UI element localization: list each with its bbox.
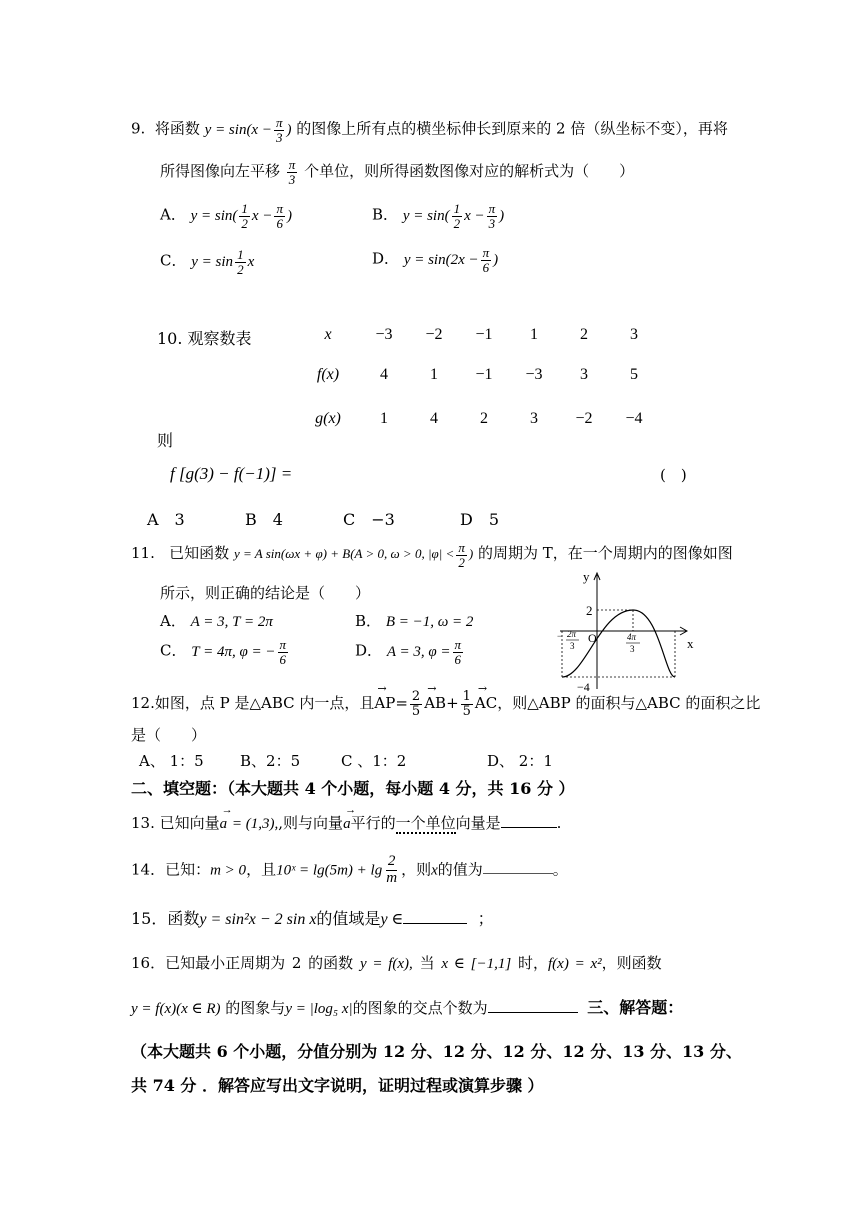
q10-expression: f [g(3) − f(−1)] = xyxy=(170,464,293,483)
q12-choice-d: D、 2：1 xyxy=(487,752,553,770)
q16-blank xyxy=(488,1012,578,1013)
q10-header-x: x xyxy=(324,326,332,343)
q10-x-cell: 3 xyxy=(630,326,638,343)
y-label: y xyxy=(583,569,590,584)
q9-option-d: D． y = sin(2x − $\frac{\pi}{6}$ ) xyxy=(372,245,499,275)
q9-text-2: 的图像上所有点的横坐标伸长到原来的 2 倍（纵坐标不变），再将 xyxy=(296,119,728,138)
q11-option-d: D． A = 3, φ = $\frac{\pi}{6}$ xyxy=(355,637,462,667)
q12-line1: 12.如图，点 P 是△ABC 内一点，且 → AP= $\frac{2}{5}$ → AB+ $\frac{1}{5}$ → AC，则△ABP 的面积与△ABC 的面积之比 xyxy=(131,682,761,719)
q9-text-3: 所得图像向左平移 xyxy=(160,162,281,181)
q16-line2: y = f(x)(x ∈ R) 的图象与y = |log₅ x|的图象的交点个数为 三、解答题： xyxy=(131,998,684,1017)
q9-option-c: C． y = sin $\frac{1}{2}$ x xyxy=(160,247,255,277)
q10-choice-a: A 3 xyxy=(147,510,185,529)
section-2-title: 二、填空题：（本大题共 4 个小题，每小题 4 分，共 16 分 ） xyxy=(131,779,575,798)
vector-ap: → AP xyxy=(374,682,396,713)
q10-g-cell: 1 xyxy=(380,410,388,427)
q16-line1: 16．已知最小正周期为 2 的函数 y = f(x), 当 x ∈ [−1,1] 时，f(x) = x²，则函数 xyxy=(131,954,662,972)
q9-option-b: B． y = sin( $\frac{1}{2}$ x − $\frac{\pi}{3}$ ) xyxy=(372,201,505,231)
q12-choice-c: C 、1：2 xyxy=(341,752,407,770)
q10-choice-d: D 5 xyxy=(460,510,500,529)
section-3-title: 三、解答题： xyxy=(587,998,684,1017)
q11-line2: 所示，则正确的结论是（ ） xyxy=(160,584,371,602)
q14-blank xyxy=(483,873,553,874)
q11-option-c: C． T = 4π, φ = − $\frac{\pi}{6}$ xyxy=(160,637,287,667)
q9-shift-fraction: $\frac{\pi}{3}$ xyxy=(288,157,296,187)
origin-label: O xyxy=(588,631,597,645)
vector-a-2: → a xyxy=(343,804,357,832)
q10-f-cell: −1 xyxy=(475,366,493,383)
right-tick-num: 4π xyxy=(627,632,637,642)
q9-function: y = sin(x − $\frac{\pi}{3}$ ) xyxy=(204,115,292,145)
section-3-description-1: （本大题共 6 个小题，分值分别为 12 分、12 分、12 分、12 分、13 分、13 分、 xyxy=(131,1042,742,1061)
vector-a: → a xyxy=(219,804,233,832)
q10-g-cell: 3 xyxy=(530,410,538,427)
value-neg4-label: −4 xyxy=(577,680,590,693)
q10-g-cell: 2 xyxy=(480,410,488,427)
q10-f-cell: 3 xyxy=(580,366,588,383)
q13-blank xyxy=(501,827,557,828)
q10-g-cell: −4 xyxy=(625,410,643,427)
left-tick-sign: − xyxy=(557,631,563,641)
section-3-description-2: 共 74 分 ．解答应写出文字说明，证明过程或演算步骤 ） xyxy=(131,1076,544,1095)
q12-line2: 是（ ） xyxy=(131,726,207,744)
q11-graph xyxy=(555,565,705,693)
q10-f-cell: 1 xyxy=(430,366,438,383)
q10-x-cell: −1 xyxy=(475,326,493,343)
q10-f-cell: 5 xyxy=(630,366,638,383)
q10-x-cell: −3 xyxy=(375,326,393,343)
q10-f-cell: −3 xyxy=(525,366,543,383)
q10-choice-c: C −3 xyxy=(343,510,395,529)
value-2-label: 2 xyxy=(586,603,593,618)
q9-line2 xyxy=(160,158,634,186)
q10-label: 10. 观察数表 xyxy=(157,329,252,348)
emphasis-dotted: 一个单位 xyxy=(395,814,456,832)
q10-x-cell: 2 xyxy=(580,326,588,343)
q10-choice-b: B 4 xyxy=(245,510,283,529)
q12-choice-a: A、 1：5 xyxy=(139,752,204,770)
right-tick-den: 3 xyxy=(630,644,635,654)
q9-text: 将函数 xyxy=(154,119,200,138)
q11-formula: y = A sin(ωx + φ) + B(A > 0, ω > 0, |φ| < $\frac{\pi}{2}$ ) xyxy=(233,540,474,570)
left-tick-num: 2π xyxy=(567,629,577,639)
q11-line1: 11. 已知函数 y = A sin(ωx + φ) + B(A > 0, ω > 0, |φ| < $\frac{\pi}{2}$ ) 的周期为 T，在一个周期内的图像如图 xyxy=(131,540,733,570)
q10-header-f: f(x) xyxy=(316,366,340,383)
q13-line: 13. 已知向量 → a = (1,3),,则与向量 → a平行的一个单位向量是 . xyxy=(131,804,562,832)
vector-ab: → AB xyxy=(424,682,447,713)
vector-ac: → AC xyxy=(474,682,498,713)
sine-curve xyxy=(562,610,675,677)
q10-answer-paren: ( ) xyxy=(660,466,687,484)
q9-option-a: A． y = sin( $\frac{1}{2}$ x − $\frac{\pi}{6}$ ) xyxy=(160,201,292,231)
q11-option-b: B． B = −1, ω = 2 xyxy=(355,612,474,630)
q12-choice-b: B、2：5 xyxy=(240,752,301,770)
q10-header-g: g(x) xyxy=(315,410,341,427)
q10-f-cell: 4 xyxy=(380,366,388,383)
q9-text-4: 个单位，则所得函数图像对应的解析式为（ ） xyxy=(304,162,635,181)
q9-line1 xyxy=(131,116,728,144)
q10-g-cell: −2 xyxy=(575,410,593,427)
q10-g-cell: 4 xyxy=(430,410,438,427)
q14-line: 14．已知：m > 0，且10ˣ = lg(5m) + lg $\frac{2}{m}$ ，则x的值为 。 xyxy=(131,853,568,886)
q10-then: 则 xyxy=(157,431,174,450)
q11-option-a: A． A = 3, T = 2π xyxy=(160,612,273,630)
q15-blank xyxy=(403,923,467,924)
x-label: x xyxy=(687,636,694,651)
left-tick-den: 3 xyxy=(570,641,575,651)
q15-line: 15．函数y = sin²x − 2 sin x的值域是y ∈ ； xyxy=(131,909,494,928)
q10-x-cell: 1 xyxy=(530,326,538,343)
q10-x-cell: −2 xyxy=(425,326,443,343)
q9-number: 9. xyxy=(131,119,146,138)
